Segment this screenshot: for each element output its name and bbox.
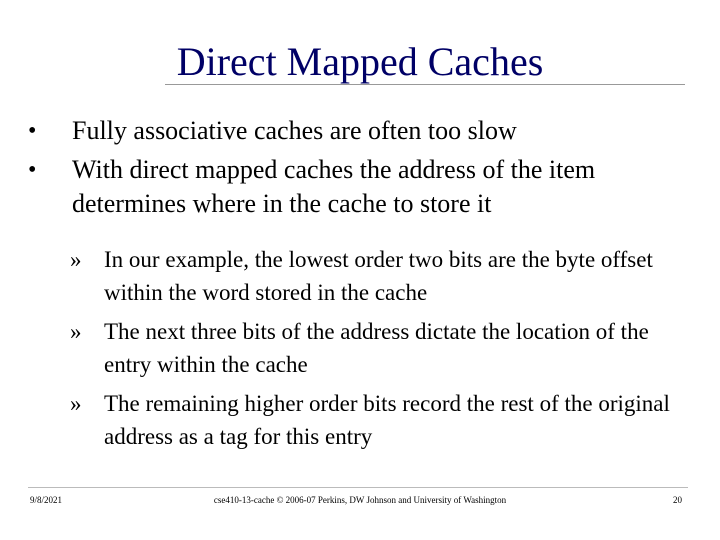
bullet-list <box>28 114 708 226</box>
sub-bullet-text: The next three bits of the address dictate the location of the entry within the cache <box>104 319 649 377</box>
sub-bullet-marker-icon: » <box>70 247 82 272</box>
bullet-text: Fully associative caches are often too slow <box>72 116 517 145</box>
sub-bullet-item <box>70 315 690 381</box>
sub-bullet-marker-icon: » <box>70 391 82 416</box>
sub-bullet-text: The remaining higher order bits record the rest of the original address as a tag for this entry <box>104 391 670 449</box>
sub-bullet-list <box>70 243 690 459</box>
sub-bullet-item <box>70 387 690 453</box>
footer-date: 9/8/2021 <box>30 495 63 505</box>
page-number: 20 <box>673 495 682 505</box>
bullet-marker-icon: • <box>28 118 37 144</box>
bullet-text: With direct mapped caches the address of the item determines where in the cache to store it <box>72 155 596 218</box>
slide-title: Direct Mapped Caches <box>176 39 544 84</box>
footer-divider <box>28 487 688 488</box>
title-divider <box>165 84 685 85</box>
footer-copyright: cse410-13-cache © 2006-07 Perkins, DW Johnson and University of Washington <box>213 495 507 505</box>
sub-bullet-text: In our example, the lowest order two bits are the byte offset within the word stored in the cache <box>104 247 653 305</box>
bullet-item <box>28 114 708 148</box>
bullet-item <box>28 153 708 221</box>
sub-bullet-marker-icon: » <box>70 319 82 344</box>
sub-bullet-item <box>70 243 690 309</box>
bullet-marker-icon: • <box>28 157 37 183</box>
